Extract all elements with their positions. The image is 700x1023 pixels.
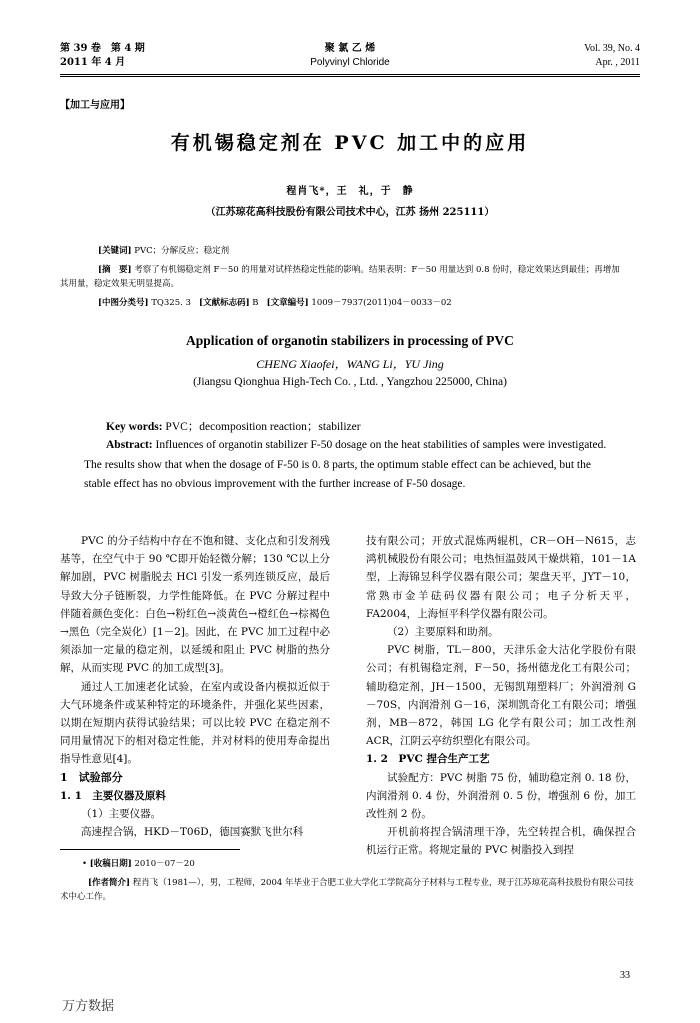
- abstract-en-label: Abstract:: [106, 439, 153, 451]
- keywords-cn-label: [关键词]: [98, 246, 132, 256]
- clc-label: [中图分类号]: [98, 298, 149, 308]
- doc-code-value: B: [252, 298, 259, 308]
- footnote-rule: [60, 849, 240, 850]
- footnote-received: [60, 857, 662, 871]
- date-en: Apr. , 2011: [595, 57, 640, 68]
- author-bio-text: 程肖飞（1981—），男，工程师，2004 年毕业于合肥工业大学化工学院高分子材料与工程专业，现于江苏琼花高科技股份有限公司技术中心工作。: [60, 878, 634, 902]
- body-column-right: [366, 532, 636, 860]
- affiliation-en: (Jiangsu Qionghua High-Tech Co. , Ltd. , Yangzhou 225000, China): [193, 376, 507, 388]
- keywords-cn-text: PVC；分解反应；稳定剂: [134, 246, 230, 256]
- watermark: 万方数据: [62, 999, 115, 1014]
- abstract-cn-text: 考察了有机锡稳定剂 F－50 的用量对试样热稳定性能的影响。结果表明：F－50 用量达到 0.8 份时，稳定效果达到最佳；再增加其用量，稳定效果无明显提高。: [60, 265, 620, 289]
- body-column-left: [60, 532, 330, 841]
- affiliation-cn: （江苏琼花高科技股份有限公司技术中心，江苏 扬州 225111）: [205, 207, 495, 218]
- article-no-label: [文章编号]: [266, 298, 309, 308]
- body-paragraph: 技有限公司；开放式混炼两辊机，CR－OH－N615，志鸿机械股份有限公司；电热恒温鼓风干燥烘箱，101－1A 型，上海锦昱科学仪器有限公司；架盘天平，JYT－10，常熟市金羊砝码仪器有限公司；电子分析天平，FA2004，上海恒平科学仪器有限公司。: [366, 535, 636, 620]
- keywords-en-text: PVC；decomposition reaction；stabilizer: [165, 421, 361, 433]
- title-cn: 有机锡稳定剂在 PVC 加工中的应用: [170, 132, 530, 154]
- author-bio-label: [作者简介]: [88, 878, 131, 888]
- abstract-en-text: Influences of organotin stabilizer F-50 dosage on the heat stabilities of samples were investigated. The results show that when the dosage of F-50 is 0. 8 parts, the optimum stable effect can be achieved, but the stable effect has no obvious improvement with the further increase of F-50 dosage.: [84, 439, 607, 490]
- footnote-author: [60, 876, 640, 904]
- received-label: [收稿日期]: [89, 859, 132, 869]
- journal-volume-cn: [60, 42, 145, 70]
- journal-name: [250, 42, 450, 70]
- journal-name-cn: 聚 氯 乙 烯: [324, 43, 376, 54]
- classification-line: [98, 296, 452, 310]
- date-cn: 2011 年 4 月: [60, 57, 126, 68]
- subsection-heading: 1. 2 PVC 捏合生产工艺: [366, 753, 490, 766]
- body-paragraph: （1）主要仪器。: [81, 808, 162, 821]
- body-paragraph: （2）主要原料和助剂。: [387, 626, 499, 639]
- body-paragraph: PVC 的分子结构中存在不饱和键、支化点和引发剂残基等，在空气中于 90 ℃即开始轻微分解；130 ℃以上分解加剧，PVC 树脂脱去 HCl 引发一系列连锁反应，最后导致大分子链断裂，力学性能降低。在 PVC 分解过程中伴随着颜色变化：白色→粉红色→淡黄色→橙红色→棕褐色→黑色（完全炭化）[1－2]。因此，在 PVC 加工过程中必须添加一定量的稳定剂，以延缓和阻止 PVC 树脂的热分解，从而实现 PVC 的加工成型[3]。: [60, 535, 330, 675]
- clc-value: TQ325. 3: [151, 298, 191, 308]
- authors-en: CHENG Xiaofei，WANG Li，YU Jing: [256, 357, 444, 371]
- authors-cn: 程肖飞*，王 礼，于 静: [286, 186, 414, 197]
- received-date: 2010－07－20: [134, 859, 195, 869]
- body-paragraph: 通过人工加速老化试验，在室内或设备内模拟近似于大气环境条件或某种特定的环境条件，并强化某些因素，以期在短期内获得试验结果；可以比较 PVC 在稳定剂不同用量情况下的相对稳定性能，并对材料的使用寿命提出指导性意见[4]。: [60, 680, 330, 766]
- abstract-en: [84, 436, 616, 495]
- page-number: 33: [620, 970, 630, 981]
- volume-issue-cn: 第 39 卷 第 4 期: [60, 43, 145, 54]
- section-tag: 【加工与应用】: [60, 100, 130, 111]
- keywords-en-label: Key words:: [106, 421, 163, 433]
- header-rule-thin: [60, 76, 640, 77]
- keywords-cn: [98, 244, 229, 258]
- article-no-value: 1009－7937(2011)04－0033－02: [311, 298, 452, 308]
- subsection-heading: 1. 1 主要仪器及原料: [60, 789, 166, 802]
- section-heading: 1 试验部分: [60, 770, 123, 784]
- journal-name-en: Polyvinyl Chloride: [310, 57, 390, 68]
- abstract-cn-label: [摘 要]: [98, 265, 132, 275]
- body-paragraph: PVC 树脂，TL－800，天津乐金大沽化学股份有限公司；有机锡稳定剂，F－50，扬州德龙化工有限公司；辅助稳定剂，JH－1500，无锡凯翔塑料厂；外润滑剂 G－70S，内润滑剂 G－16，深圳凯奇化工有限公司；增强剂，MB－872，韩国 LG 化学有限公司；加工改性剂 ACR，江阴云亭纺织塑化有限公司。: [366, 644, 636, 748]
- volume-issue-en: Vol. 39, No. 4: [584, 43, 640, 54]
- body-paragraph: 开机前将捏合锅清理干净，先空转捏合机，确保捏合机运行正常。将规定量的 PVC 树脂投入到捏: [366, 826, 636, 857]
- title-en: Application of organotin stabilizers in processing of PVC: [186, 333, 514, 348]
- body-paragraph: 高速捏合锅，HKD－T06D，德国赛默飞世尔科: [81, 826, 304, 839]
- abstract-cn: [60, 263, 620, 291]
- journal-volume-en: [584, 42, 640, 70]
- body-paragraph: 试验配方：PVC 树脂 75 份，辅助稳定剂 0. 18 份，内润滑剂 0. 4 份，外润滑剂 0. 5 份，增强剂 6 份，加工改性剂 2 份。: [366, 771, 636, 821]
- keywords-en: [106, 418, 361, 434]
- bullet-icon: •: [82, 859, 90, 869]
- doc-code-label: [文献标志码]: [199, 298, 250, 308]
- header-rule: [60, 74, 640, 75]
